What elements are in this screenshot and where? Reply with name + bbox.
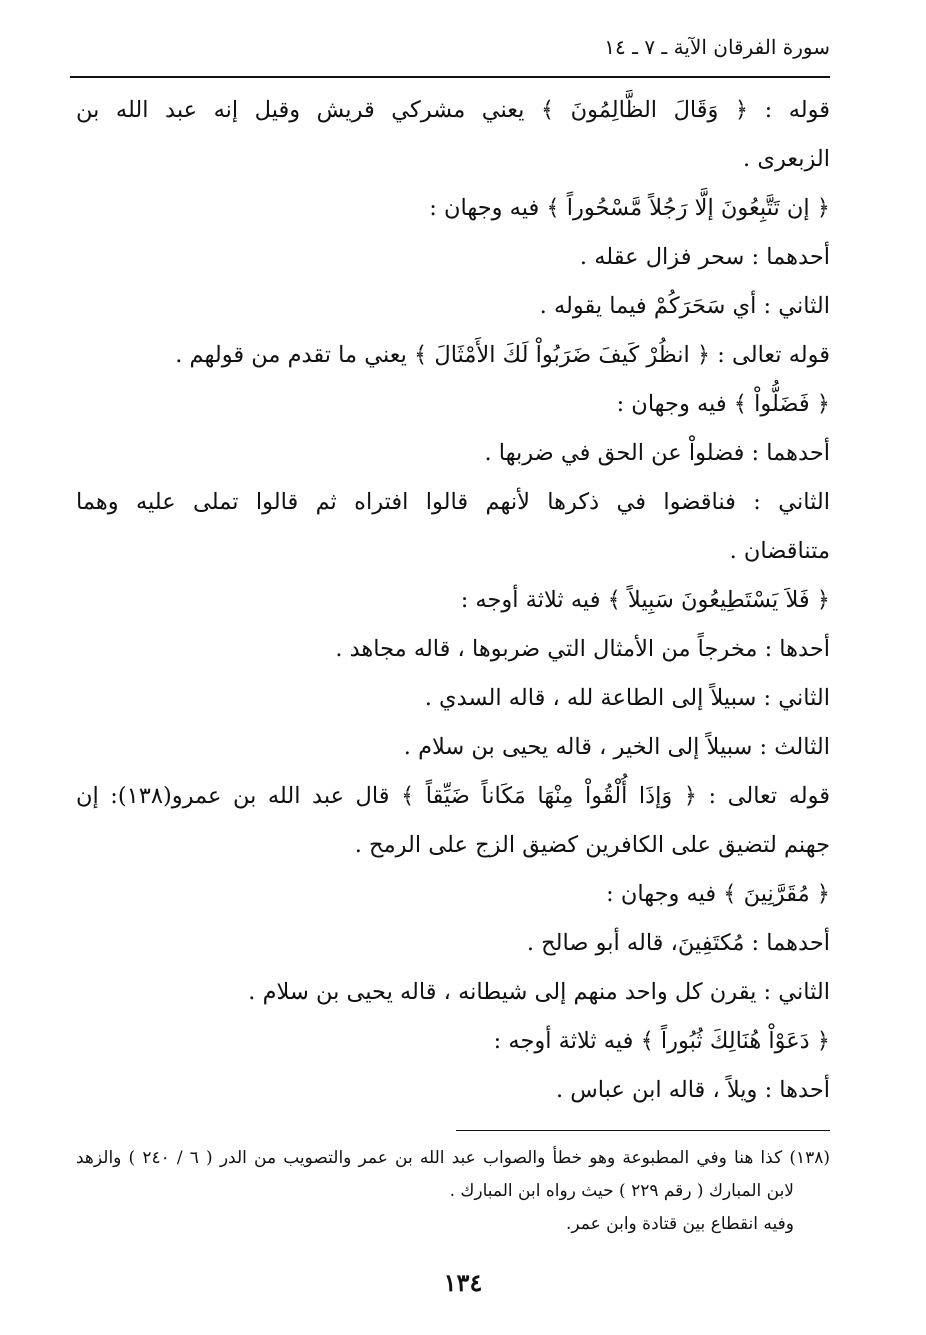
header-rule bbox=[70, 76, 830, 78]
text-line: أحدهما : فضلواْ عن الحق في ضربها . bbox=[484, 440, 830, 466]
footnote-line: وفيه انقطاع بين قتادة وابن عمر. bbox=[566, 1214, 794, 1234]
text-line: أحدهما : مُكتَفِينَ، قاله أبو صالح . bbox=[526, 930, 830, 956]
text-line: ﴿ مُقَرَّنِينَ ﴾ فيه وجهان : bbox=[606, 881, 830, 907]
text-line: الثاني : فناقضوا في ذكرها لأنهم قالوا افتراه ثم قالوا تملى عليه وهما bbox=[76, 489, 830, 515]
text-line: الثاني : يقرن كل واحد منهم إلى شيطانه ، قاله يحيى بن سلام . bbox=[248, 979, 830, 1005]
text-line: ﴿ فَضَلُّواْ ﴾ فيه وجهان : bbox=[616, 391, 830, 417]
text-line: الثاني : سبيلاً إلى الطاعة لله ، قاله السدي . bbox=[424, 685, 830, 711]
text-line: قوله تعالى : ﴿ وَإذَا أُلْقُواْ مِنْهَا مَكَاناً ضَيِّقاً ﴾ قال عبد الله بن عمرو(١٣٨): إن bbox=[76, 783, 830, 809]
text-line: أحدها : ويلاً ، قاله ابن عباس . bbox=[555, 1077, 830, 1103]
text-line: الزبعرى . bbox=[743, 146, 830, 172]
text-line: الثاني : أي سَحَرَكُمْ فيما يقوله . bbox=[539, 293, 830, 319]
text-line: جهنم لتضيق على الكافرين كضيق الزج على الرمح . bbox=[354, 832, 830, 858]
text-line: متناقضان . bbox=[729, 538, 830, 564]
text-line: ﴿ دَعَوْاْ هُنَالِكَ ثُبُوراً ﴾ فيه ثلاثة أوجه : bbox=[493, 1028, 830, 1054]
page-number: ١٣٤ bbox=[443, 1268, 483, 1297]
footnote-line: (١٣٨) كذا هنا وفي المطبوعة وهو خطأ والصواب عبد الله بن عمر والتصويب من الدر ( ٦ / ٢٤٠ ) والزهد bbox=[76, 1148, 830, 1168]
text-line: ﴿ فَلاَ يَسْتَطِيعُونَ سَبِيلاً ﴾ فيه ثلاثة أوجه : bbox=[460, 587, 830, 613]
running-head: سورة الفرقان الآية ـ ٧ ـ ١٤ bbox=[604, 35, 830, 59]
footnotes bbox=[76, 1142, 830, 1241]
body-text bbox=[76, 86, 830, 1115]
text-line: قوله تعالى : ﴿ انظُرْ كَيفَ ضَرَبُواْ لَكَ الأَمْثَالَ ﴾ يعني ما تقدم من قولهم . bbox=[175, 342, 830, 368]
text-line: ﴿ إن تَتَّبِعُونَ إلَّا رَجُلاً مَّسْحُوراً ﴾ فيه وجهان : bbox=[429, 195, 830, 221]
footnote-rule bbox=[456, 1130, 830, 1131]
footnote-line: لابن المبارك ( رقم ٢٢٩ ) حيث رواه ابن المبارك . bbox=[449, 1181, 794, 1201]
text-line: الثالث : سبيلاً إلى الخير ، قاله يحيى بن سلام . bbox=[403, 734, 830, 760]
text-line: قوله : ﴿ وَقَالَ الظَّالِمُونَ ﴾ يعني مشركي قريش وقيل إنه عبد الله بن bbox=[76, 97, 830, 123]
text-line: أحدهما : سحر فزال عقله . bbox=[579, 244, 830, 270]
text-line: أحدها : مخرجاً من الأمثال التي ضربوها ، قاله مجاهد . bbox=[335, 636, 830, 662]
